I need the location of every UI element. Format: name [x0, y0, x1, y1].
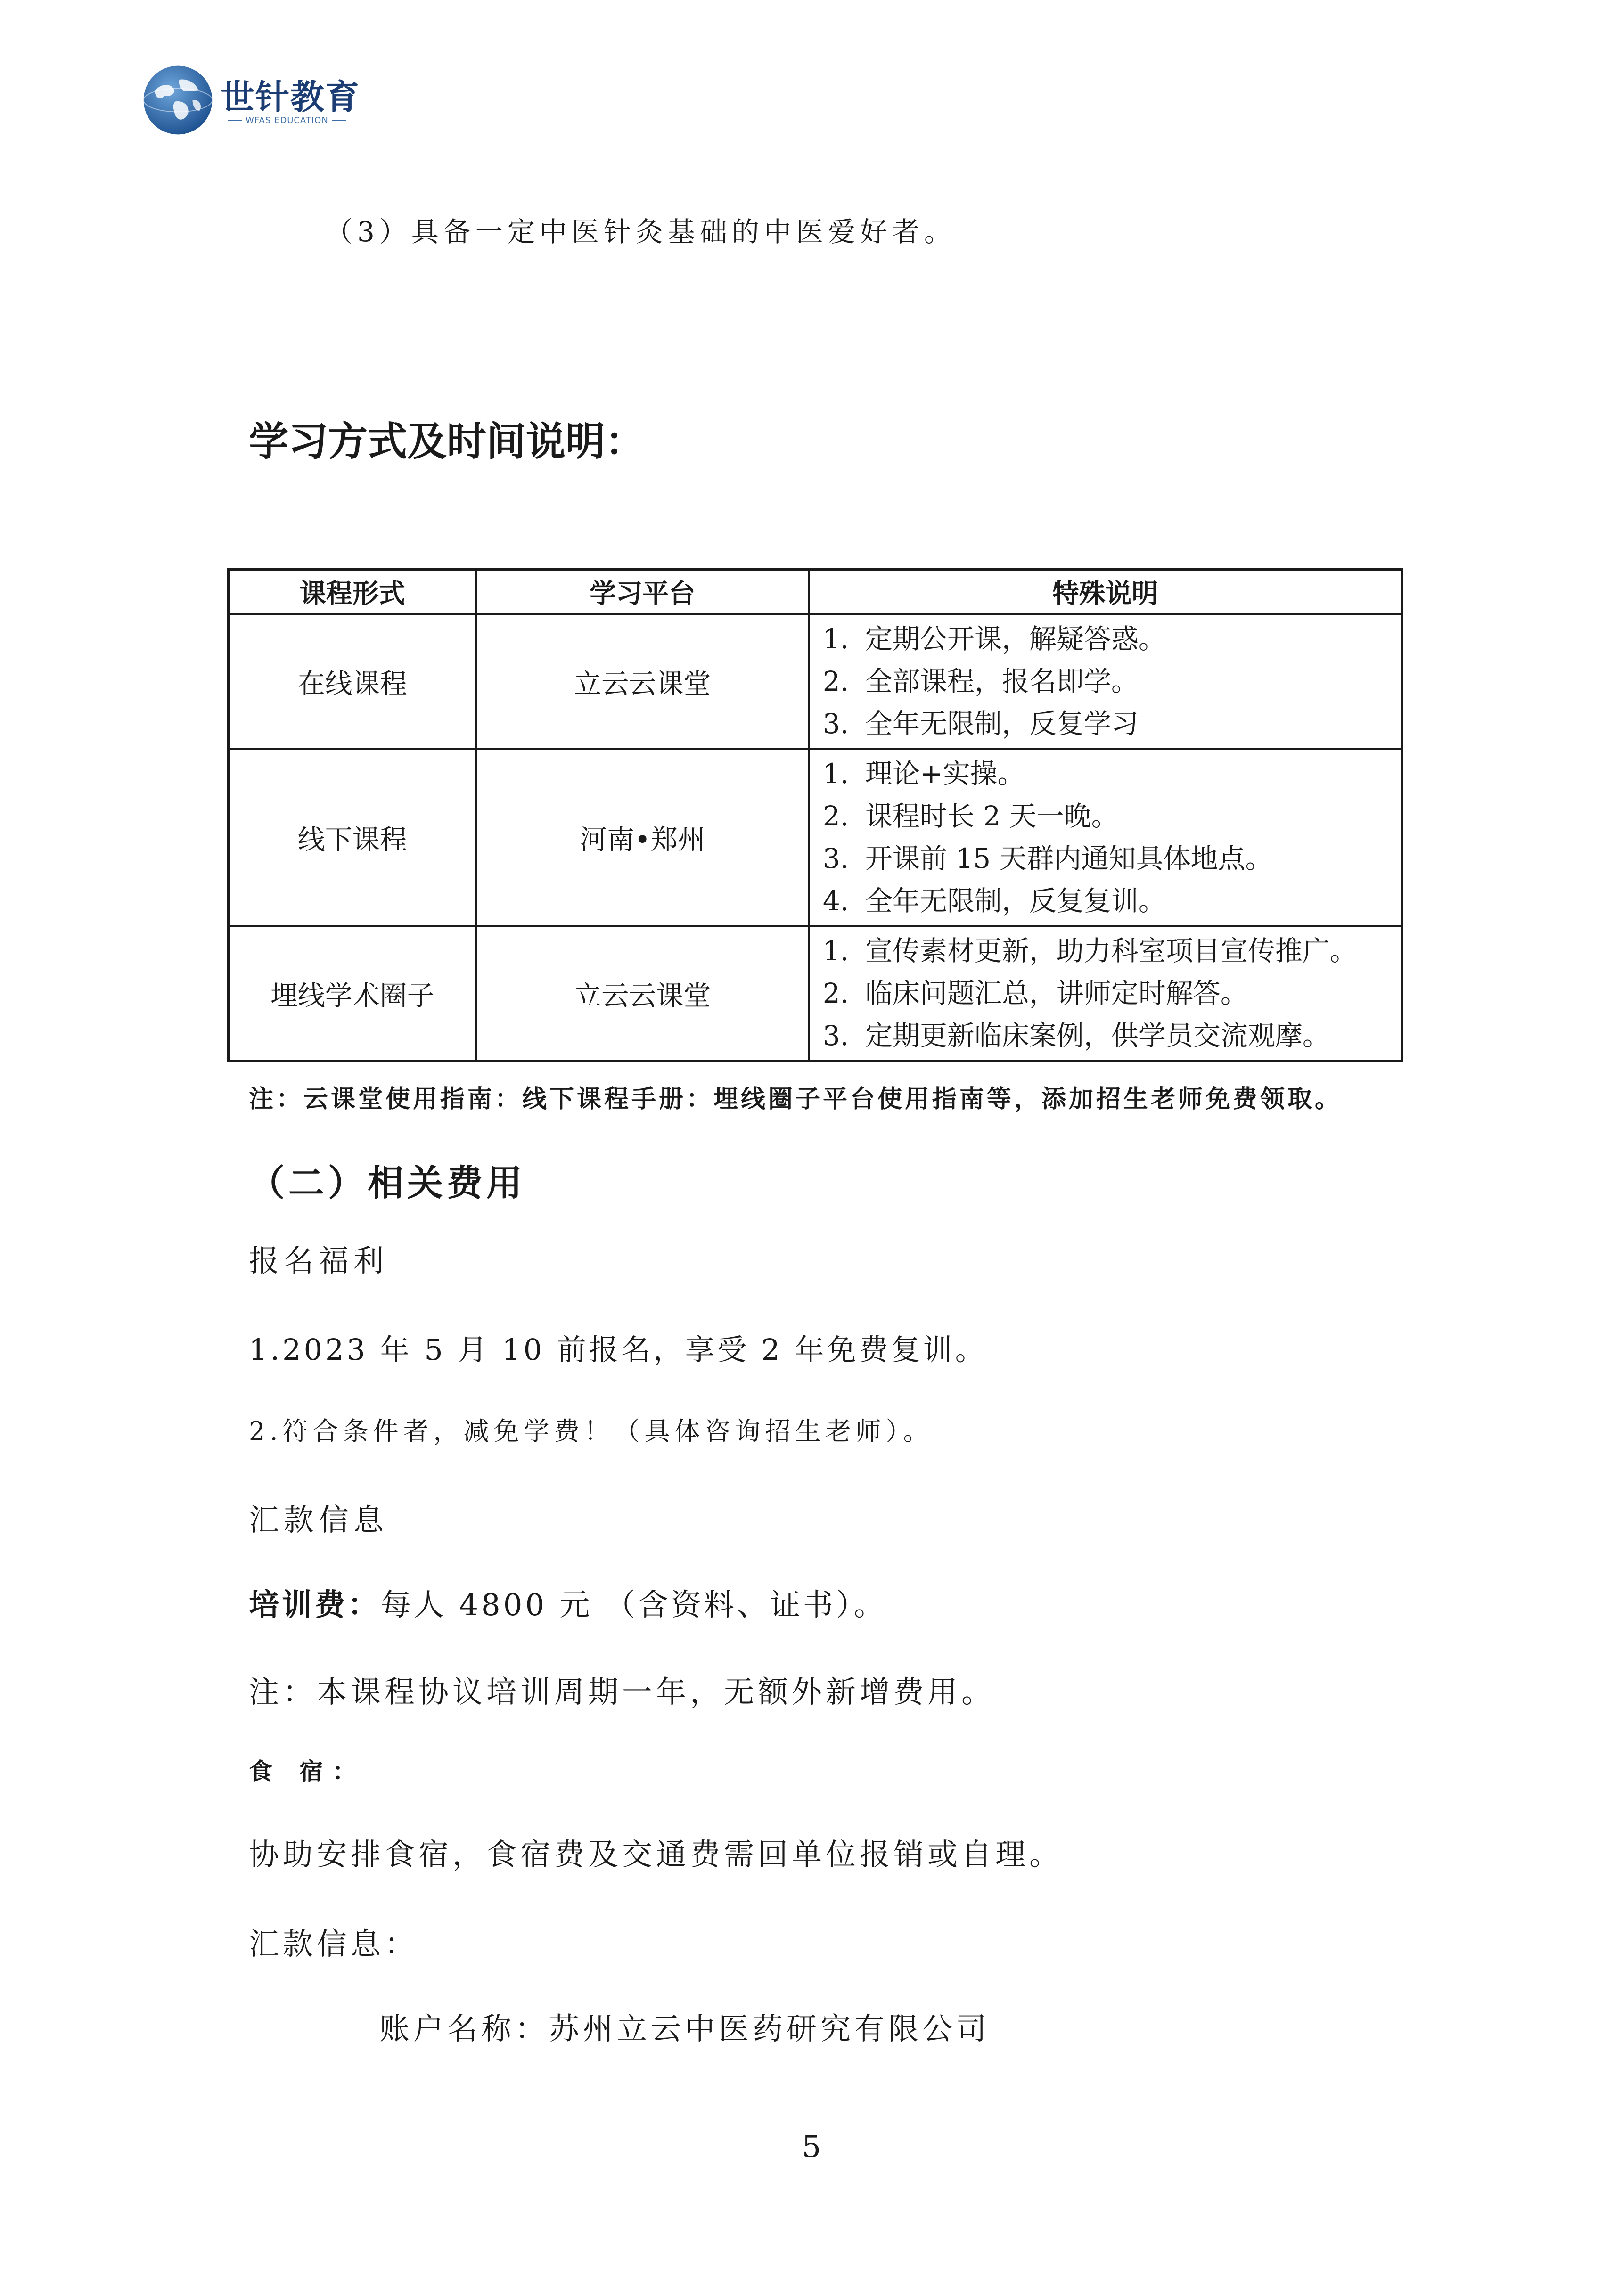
note-line: 3. 定期更新临床案例，供学员交流观摩。	[822, 1020, 1330, 1052]
brand-logo	[141, 61, 363, 141]
note-line: 2. 课程时长 2 天一晚。	[822, 800, 1119, 832]
logo-title: 世针教育	[221, 77, 361, 117]
course-form-cell: 在线课程	[229, 614, 476, 749]
remit-title: 汇款信息	[249, 1503, 388, 1538]
fee-note: 注：本课程协议培训周期一年，无额外新增费用。	[249, 1675, 995, 1710]
note-line: 1. 定期公开课，解疑答惑。	[822, 623, 1166, 655]
training-fee-line	[249, 1581, 887, 1624]
training-fee-value: 每人 4800 元 （含资料、证书）。	[381, 1588, 887, 1623]
header-platform: 学习平台	[476, 570, 809, 614]
account-name: 账户名称：苏州立云中医药研究有限公司	[379, 2012, 990, 2047]
platform-cell: 立云云课堂	[476, 926, 809, 1061]
note-line: 2. 全部课程，报名即学。	[822, 665, 1139, 697]
benefit-item-1: 1.2023 年 5 月 10 前报名，享受 2 年免费复训。	[249, 1332, 987, 1367]
lodging-text: 协助安排食宿，食宿费及交通费需回单位报销或自理。	[249, 1838, 1063, 1872]
fees-heading: （二）相关费用	[249, 1162, 526, 1204]
intro-item: （3）具备一定中医针灸基础的中医爱好者。	[325, 216, 956, 248]
course-table	[227, 568, 1403, 1062]
note-line: 3. 开课前 15 天群内通知具体地点。	[822, 842, 1273, 874]
logo-subtitle: WFAS EDUCATION	[224, 115, 350, 125]
table-note: 注：云课堂使用指南：线下课程手册：埋线圈子平台使用指南等，添加招生老师免费领取。	[249, 1085, 1343, 1113]
table-row	[229, 749, 1402, 926]
benefit-title: 报名福利	[249, 1244, 388, 1279]
platform-cell: 河南•郑州	[476, 749, 809, 926]
note-line: 2. 临床问题汇总，讲师定时解答。	[822, 977, 1248, 1009]
course-form-cell: 线下课程	[229, 749, 476, 926]
notes-cell	[809, 614, 1402, 749]
header-course-form: 课程形式	[229, 570, 476, 614]
page-number: 5	[802, 2130, 821, 2165]
platform-cell: 立云云课堂	[476, 614, 809, 749]
notes-cell	[809, 926, 1402, 1061]
course-form-cell: 埋线学术圈子	[229, 926, 476, 1061]
training-fee-label: 培训费：	[249, 1587, 381, 1623]
lodging-label: 食 宿：	[249, 1757, 366, 1785]
note-line: 4. 全年无限制，反复复训。	[822, 885, 1166, 917]
globe-logo-icon	[141, 64, 214, 137]
notes-cell	[809, 749, 1402, 926]
remit-info-label: 汇款信息：	[249, 1927, 418, 1962]
table-row	[229, 614, 1402, 749]
study-heading: 学习方式及时间说明：	[249, 418, 645, 465]
note-line: 1. 理论+实操。	[822, 758, 1025, 790]
note-line: 3. 全年无限制，反复学习	[822, 708, 1139, 740]
header-notes: 特殊说明	[809, 570, 1402, 614]
table-row	[229, 926, 1402, 1061]
note-line: 1. 宣传素材更新，助力科室项目宣传推广。	[822, 935, 1357, 967]
benefit-item-2: 2.符合条件者，减免学费！（具体咨询招生老师）。	[249, 1416, 934, 1446]
table-header-row	[229, 570, 1402, 614]
